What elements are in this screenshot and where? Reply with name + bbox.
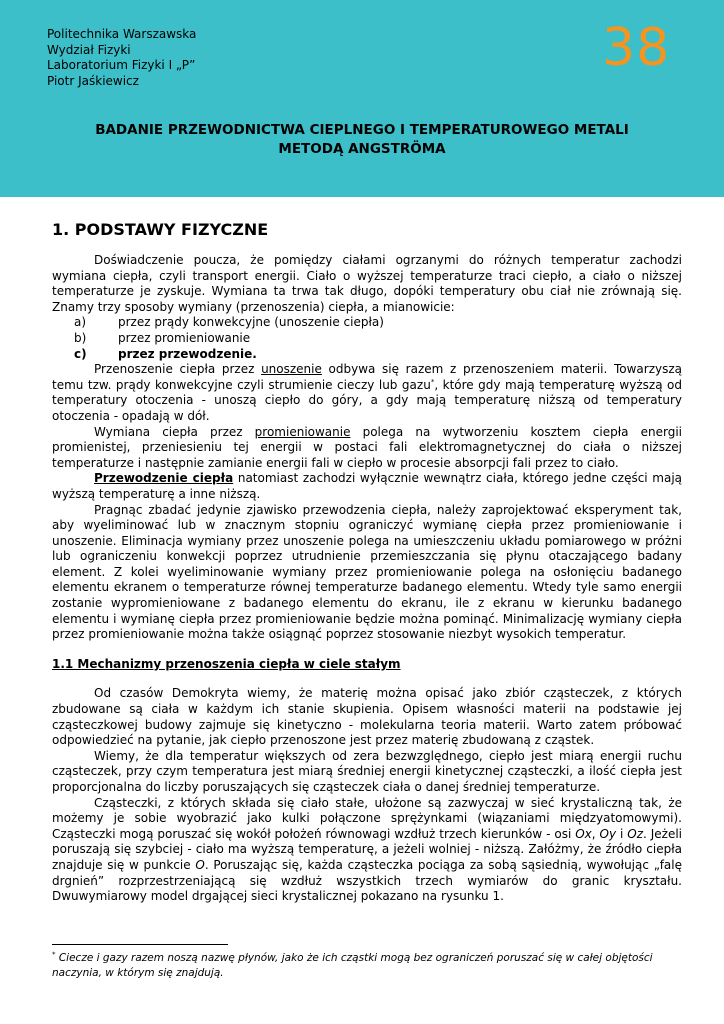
axis-symbol: Oz	[627, 826, 643, 841]
underlined-term: Przewodzenie ciepła	[94, 471, 234, 486]
paragraph	[52, 796, 682, 905]
footnote-text: Ciecze i gazy razem noszą nazwę płynów, jako że ich cząstki mogą bez ograniczeń poruszać się w całej objętości naczynia, w którym się znajdują.	[52, 952, 653, 979]
underlined-term: unoszenie	[261, 362, 322, 377]
list-marker: a)	[74, 315, 87, 330]
paragraph: Pragnąc zbadać jedynie zjawisko przewodzenia ciepła, należy zaprojektować eksperyment tak, aby wyeliminować lub w znacznym stopniu ograniczyć wymianę ciepła przez promieniowanie i unoszenie. Eliminacja wymiany przez unoszenie polega na umieszczeniu układu pomiarowego w próżni lub ograniczeniu konwekcji poprzez utrudnienie przemieszczania się płynu otaczającego badany element. Z kolei wyeliminowanie wymiany przez promieniowanie polega na osłonięciu badanego elementu ekranem o temperaturze równej temperaturze badanego elementu. Wtedy tyle samo energii zostanie wypromieniowane z badanego elementu do ekranu, ile z ekranu w kierunku badanego elementu i wymianę ciepła przez promieniowanie będzie można pominąć. Minimalizację wymiany ciepła przez promieniowanie można także osiągnąć poprzez stosowanie niezbyt wysokich temperatur.	[52, 502, 682, 642]
text-run: . Jeżeli poruszają się szybciej - ciało ma wyższą temperaturę, a jeżeli wolniej - niższą. Załóżmy, że źródło ciepła znajduje się w punkcie	[52, 826, 683, 872]
text-run: i	[616, 826, 628, 841]
list-item	[52, 331, 682, 347]
paragraph: Od czasów Demokryta wiemy, że materię można opisać jako zbiór cząsteczek, z których zbudowane są ciała w każdym ich stanie skupienia. Opisem własności materii na podstawie jej cząsteczkowej budowy zajmuje się kinetyczno - molekularna teoria materii. Warto zatem próbować odpowiedzieć na pytanie, jak ciepło przenoszone jest przez materię zbudowaną z cząstek.	[52, 686, 682, 748]
list-marker: b)	[74, 330, 87, 345]
underlined-term: promieniowanie	[254, 424, 351, 439]
point-symbol: O	[195, 857, 205, 872]
text-run: Wymiana ciepła przez	[94, 424, 255, 439]
text-run: Przenoszenie ciepła przez	[94, 362, 262, 377]
title-line: METODĄ ANGSTRÖMA	[278, 141, 446, 157]
paragraph: Doświadczenie poucza, że pomiędzy ciałami ogrzanymi do różnych temperatur zachodzi wymiana ciepła, czyli transport energii. Ciało o wyższej temperaturze traci ciepło, a ciało o niższej temperaturze je zyskuje. Wymiana ta trwa tak długo, dopóki temperatury obu ciał nie zrównają się. Znamy trzy sposoby wymiany (przenoszenia) ciepła, a mianowicie:	[52, 253, 682, 314]
document-title	[40, 121, 684, 159]
list-text: przez przewodzenie.	[118, 346, 257, 361]
institution-line: Wydział Fizyki	[47, 42, 131, 57]
paragraph	[52, 425, 682, 472]
paragraph: Wiemy, że dla temperatur większych od zera bezwzględnego, ciepło jest miarą energii ruchu cząsteczek, przy czym temperatura jest miarą średniej energii kinetycznej cząsteczki, a ilość ciepła jest proporcjonalna do liczby poruszających się cząsteczek ciała o danej średniej temperaturze.	[52, 748, 682, 794]
title-line: BADANIE PRZEWODNICTWA CIEPLNEGO I TEMPERATUROWEGO METALI	[95, 122, 629, 138]
institution-line: Laboratorium Fizyki I „P”	[47, 58, 196, 72]
text-run: ,	[591, 826, 600, 841]
section-body	[52, 253, 682, 905]
text-run: natomiast zachodzi wyłącznie wewnątrz ciała, którego jedne części mają wyższą temperaturę a inne niższą.	[52, 471, 683, 501]
exercise-number: 38	[602, 18, 671, 78]
header-band	[0, 0, 724, 197]
axis-symbol: Oy	[599, 826, 617, 841]
text-run: , które gdy mają temperaturę wyższą od temperatury otoczenia - unoszą ciepło do góry, a gdy mają temperaturę niższą od temperatury otoczenia - opadają w dół.	[52, 377, 683, 423]
axis-symbol: Ox	[575, 826, 592, 841]
footnote	[52, 951, 682, 980]
footnote-marker: *	[430, 377, 435, 386]
institution-line: Politechnika Warszawska	[47, 27, 197, 41]
footnote-marker: *	[52, 950, 56, 959]
text-run: . Poruszając się, każda cząsteczka pociąga za sobą sąsiednią, wywołując „falę drgnień” rozprzestrzeniającą się wzdłuż wszystkich trzech wymiarów do granic kryształu. Dwuwymiarowy model drgającej sieci krystalicznej pokazano na rysunku 1.	[52, 857, 682, 904]
footnote-separator	[52, 944, 228, 945]
paragraph	[52, 362, 682, 424]
list-item	[52, 315, 682, 331]
institution-block	[47, 27, 196, 89]
list-marker: c)	[74, 346, 87, 361]
subsection-heading: 1.1 Mechanizmy przenoszenia ciepła w ciele stałym	[52, 656, 401, 671]
paragraph	[52, 471, 682, 502]
text-run: polega na wytworzeniu kosztem ciepła energii promienistej, przeniesieniu tej energii w postaci fali elektromagnetycznej do ciała o niższej temperaturze i następnie zamianie energii fali w ciepło w procesie absorpcji fali przez to ciało.	[52, 424, 682, 470]
list-text: przez promieniowanie	[118, 330, 251, 345]
text-run: Cząsteczki, z których składa się ciało stałe, ułożone są zazwyczaj w sieć krystaliczną tak, że możemy je sobie wyobrazić jako kulki połączone sprężynkami (wiązaniami międzyatomowymi). Cząsteczki mogą poruszać się wokół położeń równowagi wzdłuż trzech kierunków - osi	[52, 795, 682, 841]
institution-line: Piotr Jaśkiewicz	[47, 73, 139, 88]
list-text: przez prądy konwekcyjne (unoszenie ciepła)	[118, 315, 384, 330]
text-run: odbywa się razem z przenoszeniem materii. Towarzyszą temu tzw. prądy konwekcyjne czyli strumienie cieczy lub gazu	[52, 362, 682, 392]
section-heading: 1. PODSTAWY FIZYCZNE	[52, 220, 269, 239]
list-item	[52, 347, 682, 363]
